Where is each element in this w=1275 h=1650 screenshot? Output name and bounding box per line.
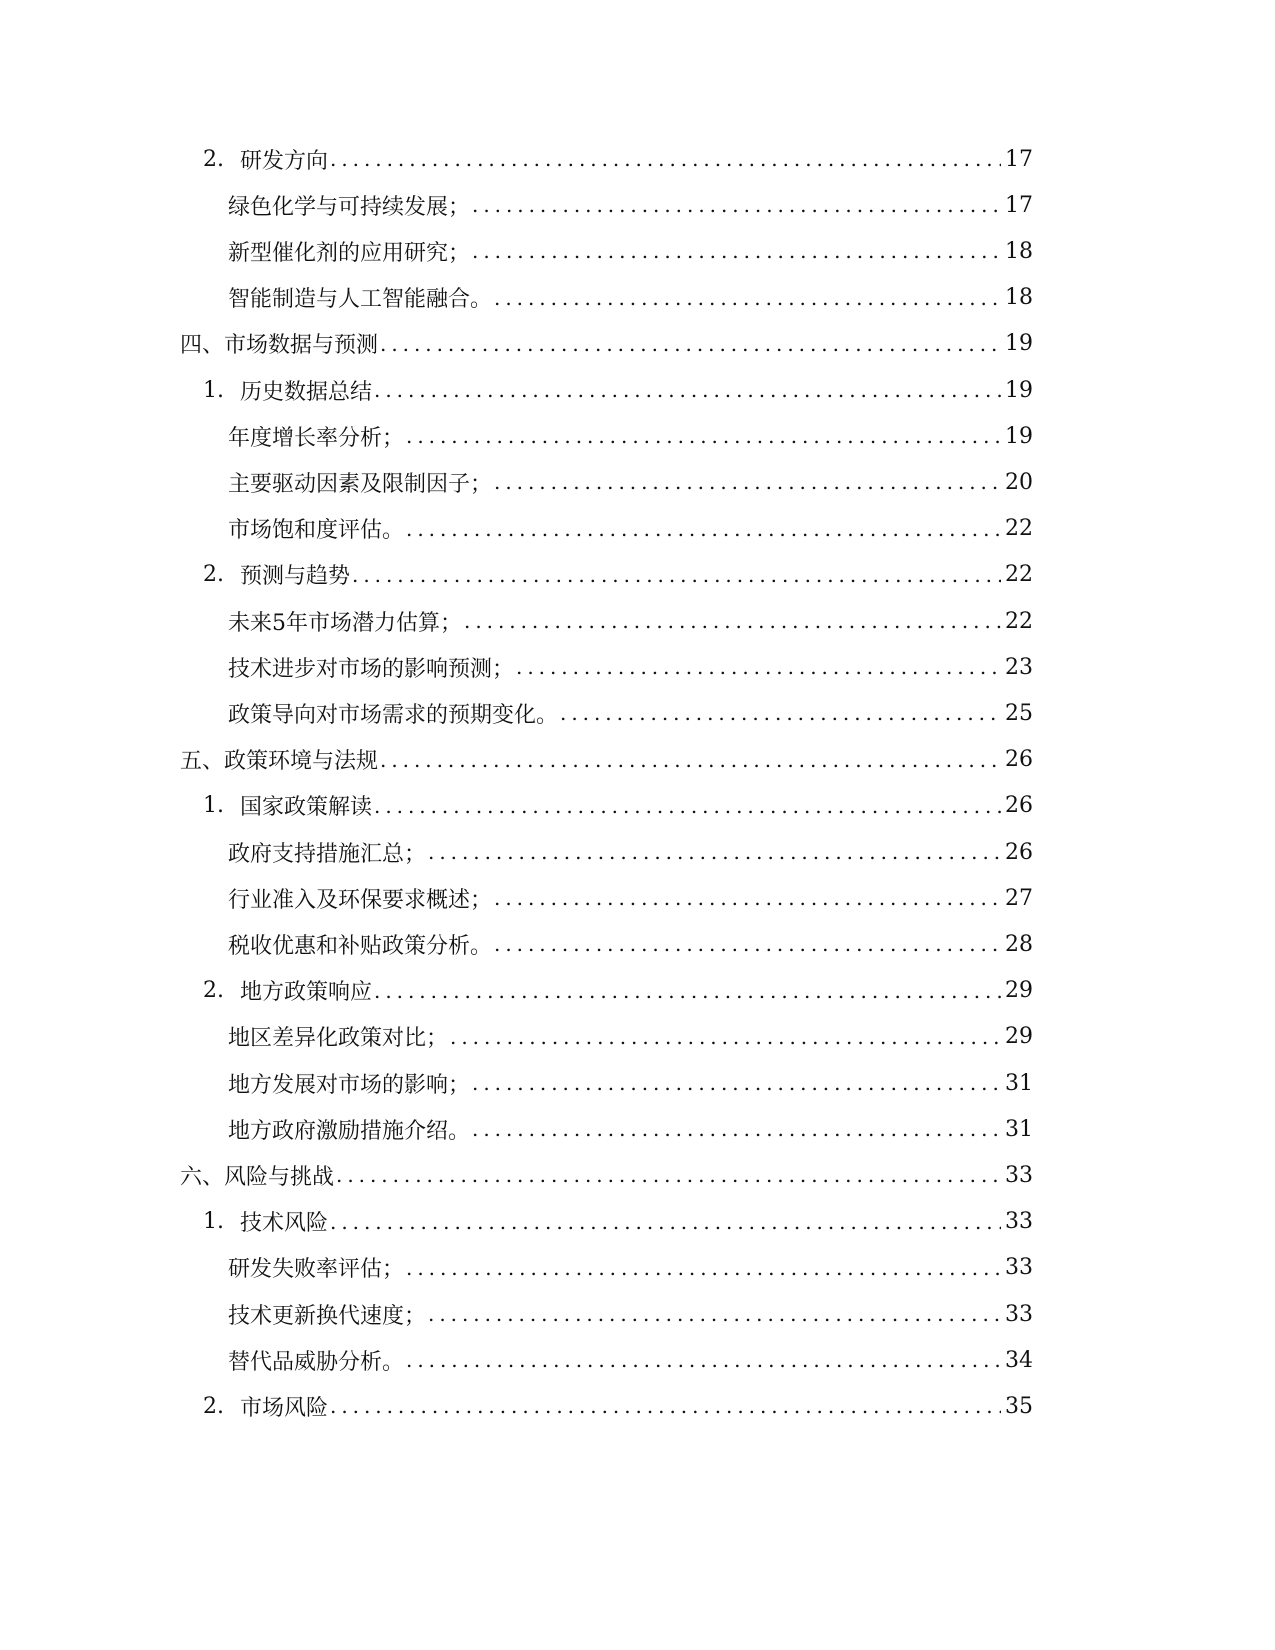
- toc-entry-title: 技术风险: [240, 1211, 329, 1237]
- toc-entry-title: 六、风险与挑战: [180, 1164, 335, 1190]
- toc-entry[interactable]: [228, 690, 1033, 736]
- toc-entry-title: 政策导向对市场需求的预期变化。: [228, 702, 559, 728]
- dot-leader: [330, 1394, 1001, 1418]
- toc-entry[interactable]: [228, 413, 1033, 459]
- toc-entry-page-number: 33: [1005, 1162, 1033, 1188]
- toc-entry-title: 政府支持措施汇总；: [228, 841, 427, 867]
- toc-entry[interactable]: [228, 1106, 1033, 1152]
- toc-entry-title: 技术进步对市场的影响预测；: [228, 656, 515, 682]
- toc-entry-title: 新型催化剂的应用研究；: [228, 240, 471, 266]
- toc-entry-title: 地方政策响应: [240, 980, 373, 1006]
- toc-entry-title: 地方政府激励措施介绍。: [228, 1118, 471, 1144]
- toc-entry-title: 研发失败率评估；: [228, 1257, 405, 1283]
- dot-leader: [380, 748, 1001, 772]
- toc-entry-title: 地方发展对市场的影响；: [228, 1072, 471, 1098]
- dot-leader: [516, 655, 1001, 679]
- dot-leader: [494, 286, 1001, 310]
- toc-entry-page-number: 22: [1005, 562, 1033, 588]
- toc-entry[interactable]: [203, 968, 1033, 1014]
- toc-entry-page-number: 31: [1005, 1070, 1033, 1096]
- dot-leader: [494, 886, 1001, 910]
- toc-entry-number: 1.: [203, 793, 224, 819]
- toc-entry-page-number: 25: [1005, 700, 1033, 726]
- toc-entry-title: 四、市场数据与预测: [180, 333, 379, 359]
- toc-entry[interactable]: [228, 598, 1033, 644]
- dot-leader: [406, 1256, 1001, 1280]
- toc-entry-title: 历史数据总结: [240, 379, 373, 405]
- dot-leader: [380, 332, 1001, 356]
- toc-entry-title: 绿色化学与可持续发展；: [228, 194, 471, 220]
- toc-entry[interactable]: [228, 875, 1033, 921]
- dot-leader: [428, 840, 1001, 864]
- dot-leader: [406, 517, 1001, 541]
- toc-entry[interactable]: [228, 1291, 1033, 1337]
- toc-entry[interactable]: [228, 644, 1033, 690]
- toc-entry[interactable]: [228, 182, 1033, 228]
- toc-entry[interactable]: [228, 829, 1033, 875]
- dot-leader: [374, 979, 1001, 1003]
- dot-leader: [560, 701, 1001, 725]
- toc-entry-title: 替代品威胁分析。: [228, 1349, 405, 1375]
- toc-entry-page-number: 19: [1005, 377, 1033, 403]
- dot-leader: [374, 794, 1001, 818]
- toc-entry-title: 未来5年市场潜力估算；: [228, 610, 462, 636]
- toc-entry-title: 年度增长率分析；: [228, 425, 405, 451]
- toc-entry-page-number: 33: [1005, 1301, 1033, 1327]
- toc-entry-number: 2.: [203, 1393, 224, 1419]
- toc-entry-page-number: 26: [1005, 747, 1033, 773]
- toc-entry[interactable]: [203, 783, 1033, 829]
- toc-entry-page-number: 27: [1005, 885, 1033, 911]
- toc-entry-number: 1.: [203, 1209, 224, 1235]
- toc-entry-page-number: 28: [1005, 931, 1033, 957]
- toc-entry[interactable]: [180, 1152, 1033, 1198]
- dot-leader: [330, 147, 1001, 171]
- toc-entry-title: 市场风险: [240, 1395, 329, 1421]
- toc-entry-page-number: 20: [1005, 469, 1033, 495]
- toc-entry-page-number: 33: [1005, 1255, 1033, 1281]
- toc-entry-page-number: 22: [1005, 516, 1033, 542]
- dot-leader: [374, 378, 1001, 402]
- toc-entry-title: 国家政策解读: [240, 795, 373, 821]
- toc-entry-number: 2.: [203, 146, 224, 172]
- toc-entry[interactable]: [228, 275, 1033, 321]
- dot-leader: [472, 1117, 1001, 1141]
- dot-leader: [406, 1348, 1001, 1372]
- toc-entry-page-number: 17: [1005, 192, 1033, 218]
- dot-leader: [494, 470, 1001, 494]
- toc-entry[interactable]: [228, 228, 1033, 274]
- toc-entry-title: 研发方向: [240, 148, 329, 174]
- toc-entry-page-number: 23: [1005, 654, 1033, 680]
- dot-leader: [352, 563, 1001, 587]
- toc-entry-page-number: 22: [1005, 608, 1033, 634]
- toc-entry[interactable]: [180, 321, 1033, 367]
- toc-entry-title: 预测与趋势: [240, 564, 351, 590]
- toc-entry-page-number: 26: [1005, 839, 1033, 865]
- toc-entry[interactable]: [228, 1245, 1033, 1291]
- dot-leader: [464, 609, 1001, 633]
- toc-entry-page-number: 31: [1005, 1116, 1033, 1142]
- toc-entry-title: 地区差异化政策对比；: [228, 1026, 449, 1052]
- dot-leader: [428, 1302, 1001, 1326]
- toc-entry[interactable]: [228, 1337, 1033, 1383]
- toc-entry[interactable]: [228, 921, 1033, 967]
- toc-entry[interactable]: [228, 506, 1033, 552]
- dot-leader: [336, 1163, 1001, 1187]
- toc-entry-page-number: 29: [1005, 1024, 1033, 1050]
- toc-entry-page-number: 18: [1005, 238, 1033, 264]
- toc-entry[interactable]: [203, 552, 1033, 598]
- toc-entry-page-number: 29: [1005, 978, 1033, 1004]
- toc-entry-page-number: 26: [1005, 793, 1033, 819]
- toc-entry-page-number: 19: [1005, 423, 1033, 449]
- toc-entry-title: 技术更新换代速度；: [228, 1303, 427, 1329]
- toc-entry-number: 1.: [203, 377, 224, 403]
- toc-entry[interactable]: [228, 459, 1033, 505]
- dot-leader: [472, 1071, 1001, 1095]
- toc-entry[interactable]: [203, 1383, 1033, 1429]
- toc-entry-title: 五、政策环境与法规: [180, 749, 379, 775]
- dot-leader: [494, 932, 1001, 956]
- dot-leader: [472, 239, 1001, 263]
- toc-entry[interactable]: [203, 136, 1033, 182]
- toc-entry-number: 2.: [203, 978, 224, 1004]
- toc-entry-page-number: 17: [1005, 146, 1033, 172]
- dot-leader: [472, 193, 1001, 217]
- toc-entry-title: 税收优惠和补贴政策分析。: [228, 933, 493, 959]
- toc-entry-page-number: 19: [1005, 331, 1033, 357]
- toc-entry[interactable]: [228, 1060, 1033, 1106]
- toc-entry-page-number: 18: [1005, 285, 1033, 311]
- toc-entry[interactable]: [228, 1014, 1033, 1060]
- toc-entry-page-number: 33: [1005, 1209, 1033, 1235]
- toc-entry-title: 市场饱和度评估。: [228, 518, 405, 544]
- toc-entry-title: 智能制造与人工智能融合。: [228, 287, 493, 313]
- toc-entry[interactable]: [180, 737, 1033, 783]
- toc-entry-number: 2.: [203, 562, 224, 588]
- dot-leader: [330, 1210, 1001, 1234]
- toc-entry-page-number: 35: [1005, 1393, 1033, 1419]
- toc-entry[interactable]: [203, 1199, 1033, 1245]
- toc-entry-title: 主要驱动因素及限制因子；: [228, 471, 493, 497]
- toc-entry-title: 行业准入及环保要求概述；: [228, 887, 493, 913]
- dot-leader: [450, 1025, 1001, 1049]
- toc-entry-page-number: 34: [1005, 1347, 1033, 1373]
- dot-leader: [406, 424, 1001, 448]
- toc-entry[interactable]: [203, 367, 1033, 413]
